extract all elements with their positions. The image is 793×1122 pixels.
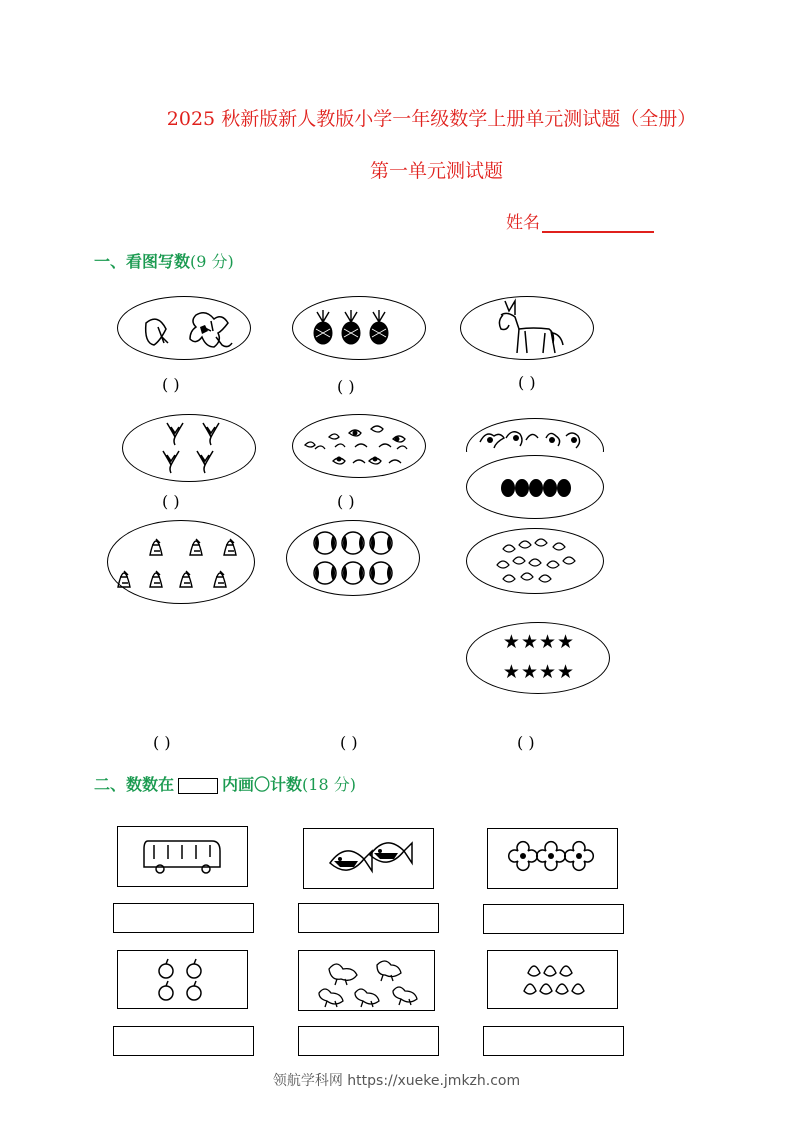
stars-row-bottom: ★★★★ <box>502 661 576 683</box>
answer-blank[interactable]: ( ) <box>162 375 180 394</box>
answer-blank[interactable]: ( ) <box>337 377 355 396</box>
butterflies-icon <box>118 297 252 361</box>
name-blank-line[interactable] <box>542 213 654 233</box>
answer-blank[interactable]: ( ) <box>518 373 536 392</box>
animals-icon <box>466 418 604 452</box>
page-title: 2025 秋新版新人教版小学一年级数学上册单元测试题（全册） <box>166 108 697 130</box>
oval-leaves <box>466 528 604 594</box>
picture-box-chickens <box>298 950 435 1011</box>
oval-pineapples <box>292 296 426 360</box>
section2-points: (18 分) <box>302 775 356 794</box>
picture-box-apples <box>117 950 248 1009</box>
oval-stars <box>466 622 610 694</box>
chickens-icon <box>299 951 436 1012</box>
name-label: 姓名 <box>506 213 540 233</box>
name-field <box>506 208 654 233</box>
answer-box[interactable] <box>298 1026 439 1056</box>
section1-points: (9 分) <box>190 252 234 271</box>
answer-blank[interactable]: ( ) <box>162 492 180 511</box>
flowers-icon <box>488 829 619 890</box>
answer-blank[interactable]: ( ) <box>337 492 355 511</box>
section2-title-after: 内画〇计数 <box>222 775 303 794</box>
bamboo-shoots-icon <box>108 521 256 605</box>
answer-box[interactable] <box>483 1026 624 1056</box>
oval-butterflies <box>117 296 251 360</box>
picture-box-flowers <box>487 828 618 889</box>
striped-balls-icon <box>287 521 421 597</box>
snails-icon <box>293 415 427 479</box>
oval-bamboo-shoots <box>107 520 255 604</box>
leaves-icon <box>467 529 605 595</box>
pineapples-icon <box>293 297 427 361</box>
answer-blank[interactable]: ( ) <box>517 733 535 752</box>
peaches-icon <box>488 951 619 1010</box>
oval-dark-beads <box>466 455 604 519</box>
plant-sprouts-icon <box>123 415 257 483</box>
section2-title-before: 二、数数在 <box>94 775 175 794</box>
donkey-icon <box>461 297 595 361</box>
answer-box[interactable] <box>298 903 439 933</box>
oval-donkey <box>460 296 594 360</box>
stars-row-top: ★★★★ <box>502 631 576 653</box>
section2-heading <box>94 772 356 795</box>
answer-box[interactable] <box>483 904 624 934</box>
section1-title: 一、看图写数 <box>94 252 191 271</box>
answer-blank[interactable]: ( ) <box>153 733 171 752</box>
answer-box[interactable] <box>113 903 254 933</box>
picture-box-peaches <box>487 950 618 1009</box>
section1-heading <box>94 249 234 272</box>
apples-icon <box>118 951 249 1010</box>
oval-animals-partial <box>466 418 604 452</box>
picture-box-bus <box>117 826 248 887</box>
bus-icon <box>118 827 249 888</box>
fish-icon <box>304 829 435 890</box>
answer-blank[interactable]: ( ) <box>340 733 358 752</box>
oval-balls <box>286 520 420 596</box>
unit-subtitle: 第一单元测试题 <box>369 160 503 182</box>
footer-source: 领航学科网 https://xueke.jmkzh.com <box>272 1073 521 1089</box>
beads-icon <box>467 456 605 520</box>
picture-box-fish <box>303 828 434 889</box>
oval-snails <box>292 414 426 478</box>
answer-box[interactable] <box>113 1026 254 1056</box>
inline-box-icon <box>178 778 218 794</box>
oval-plants <box>122 414 256 482</box>
